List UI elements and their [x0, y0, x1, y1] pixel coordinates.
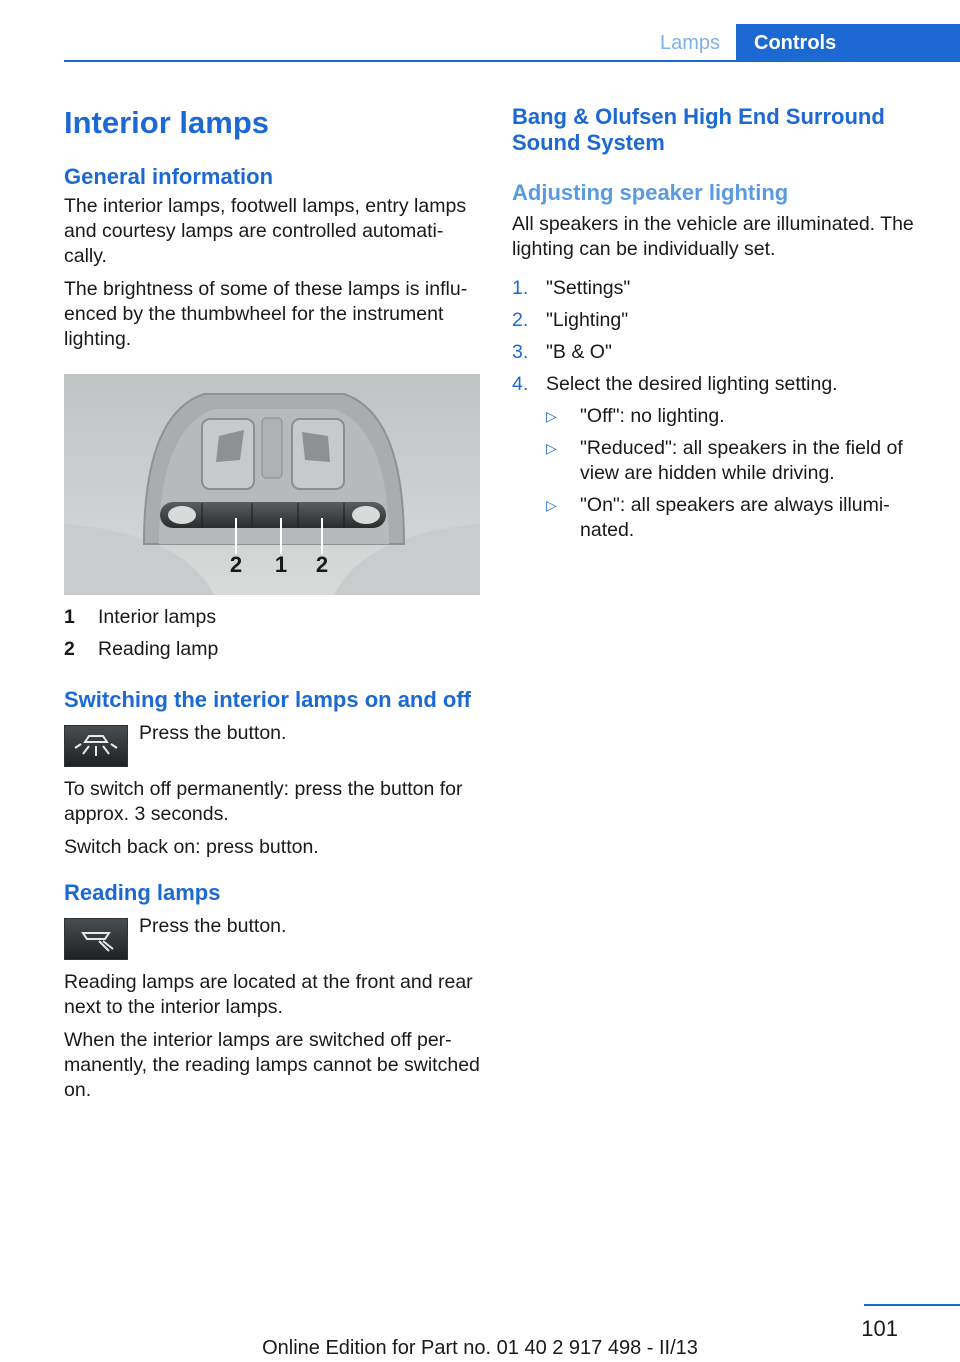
triangle-bullet-icon: ▷ — [546, 440, 557, 456]
step-index: 1. — [512, 277, 529, 299]
right-column — [512, 100, 932, 550]
general-information-heading: General information — [64, 164, 274, 189]
header-chapter-tab: Controls — [736, 24, 960, 62]
step-index: 4. — [512, 373, 529, 395]
overhead-console-illustration — [64, 374, 480, 595]
reading-instruction: Press the button. — [139, 915, 287, 937]
triangle-bullet-icon: ▷ — [546, 408, 557, 424]
option-item — [546, 404, 932, 429]
reading-instruction-row — [64, 914, 482, 960]
step-text: "B & O" — [546, 341, 612, 363]
header-rule — [64, 60, 960, 62]
reading-paragraph-2: When the interior lamps are switched off per-manently, the reading lamps cannot be switched on. — [64, 1029, 480, 1101]
left-column — [64, 100, 482, 1103]
page-number: 101 — [861, 1316, 898, 1341]
reading-lamp-button-icon — [64, 918, 128, 960]
step-item — [512, 340, 932, 365]
switching-paragraph-2: Switch back on: press button. — [64, 836, 319, 858]
figure-legend — [64, 605, 482, 669]
reading-paragraph-1: Reading lamps are located at the front and rear next to the interior lamps. — [64, 971, 473, 1018]
page-title: Interior lamps — [64, 105, 269, 140]
step-index: 2. — [512, 309, 529, 331]
legend-item — [64, 637, 482, 669]
callout-label-left: 2 — [229, 552, 243, 577]
bang-olufsen-heading: Bang & Olufsen High End Surround Sound System — [512, 104, 885, 155]
step-text: "Settings" — [546, 277, 631, 299]
step-text: "Lighting" — [546, 309, 629, 331]
option-text: "Off": no lighting. — [580, 405, 725, 427]
legend-number: 1 — [64, 606, 75, 628]
lighting-options-list — [546, 404, 932, 543]
option-item — [546, 436, 932, 486]
step-text: Select the desired lighting setting. — [546, 373, 838, 395]
general-paragraph-2: The brightness of some of these lamps is influ-enced by the thumbwheel for the instrument lighting. — [64, 278, 468, 350]
step-index: 3. — [512, 341, 529, 363]
option-text: "Reduced": all speakers in the field of view are hidden while driving. — [580, 437, 903, 484]
triangle-bullet-icon: ▷ — [546, 497, 557, 513]
reading-lamps-heading: Reading lamps — [64, 880, 221, 905]
legend-text: Interior lamps — [98, 606, 217, 628]
overhead-console-photo — [64, 374, 480, 595]
callout-label-center: 1 — [274, 552, 288, 577]
header-section-label: Lamps — [659, 32, 720, 54]
switching-instruction: Press the button. — [139, 722, 287, 744]
switching-instruction-row — [64, 721, 482, 767]
step-item — [512, 308, 932, 333]
edition-footer: Online Edition for Part no. 01 40 2 917 498 - II/13 — [262, 1337, 698, 1359]
interior-lamp-button-icon — [64, 725, 128, 767]
option-text: "On": all speakers are always illumi-nated. — [580, 494, 890, 541]
step-item — [512, 372, 932, 397]
step-item — [512, 276, 932, 301]
switching-paragraph-1: To switch off permanently: press the button for approx. 3 seconds. — [64, 778, 463, 825]
steps-list — [512, 276, 932, 397]
speaker-lighting-heading: Adjusting speaker lighting — [512, 180, 789, 205]
legend-item — [64, 605, 482, 637]
callout-label-right: 2 — [315, 552, 329, 577]
legend-text: Reading lamp — [98, 638, 219, 660]
footer-rule — [864, 1304, 960, 1306]
speaker-lighting-intro: All speakers in the vehicle are illuminated. The lighting can be individually set. — [512, 213, 914, 260]
legend-number: 2 — [64, 638, 75, 660]
switching-heading: Switching the interior lamps on and off — [64, 687, 472, 712]
option-item — [546, 493, 932, 543]
general-paragraph-1: The interior lamps, footwell lamps, entry lamps and courtesy lamps are controlled automati-cally. — [64, 195, 467, 267]
